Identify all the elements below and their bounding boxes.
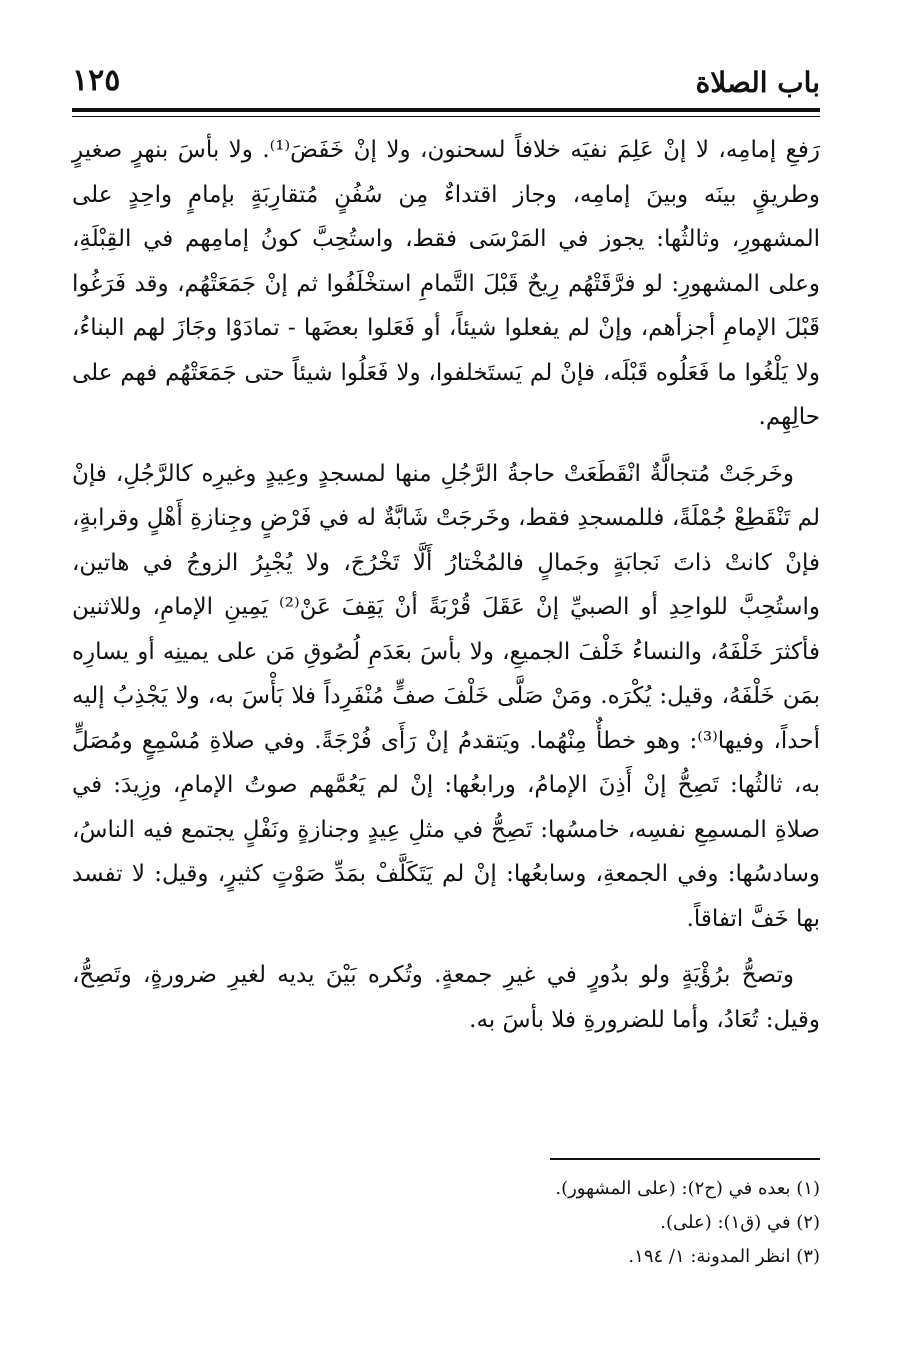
page-number: ١٢٥: [72, 63, 121, 98]
footnote: (٢) في (ق١): (على).: [660, 1212, 820, 1233]
footnote-separator: [550, 1158, 820, 1160]
footnote: (٣) انظر المدونة: ١/ ١٩٤.: [628, 1246, 820, 1267]
footnote: (١) بعده في (ح٢): (على المشهور).: [555, 1178, 820, 1199]
page-header: [72, 62, 820, 106]
paragraph: وتصحُّ برُؤْيَةٍ ولو بدُورٍ في غيرِ جمعةٍ. وتُكره بَيْنَ يديه لغيرِ ضرورةٍ، وتَصِحُّ، وقيل: تُعَادُ، وأما للضرورةِ فلا بأسَ به.: [72, 962, 820, 1033]
main-text: [72, 128, 820, 1042]
header-rule-thin: [72, 116, 820, 117]
paragraph: وخَرجَتْ مُتجالَّةٌ انْقَطَعَتْ حاجةُ الرَّجُلِ منها لمسجدٍ وعِيدٍ وغيرِه كالرَّجُلِ، فإنْ لم تَنْقَطِعْ جُمْلَةً، فللمسجدِ فقط، وخَرجَتْ شَابَّةٌ له في فَرْضٍ وجِنازةِ أَهْلٍ وقرابةٍ، فإنْ كانتْ ذاتَ نَجابَةٍ وجَمالٍ فالمُخْتارُ أَلَّا تَخْرُجَ، ولا يُجْبِرُ الزوجُ في هاتين، واستُحِبَّ للواحِدِ أو الصبيِّ إنْ عَقَلَ قُرْبَةً أنْ يَقِفَ عَنْ⁽²⁾ يَمِينِ الإمامِ، وللاثنين فأكثرَ خَلْفَهُ، والنساءُ خَلْفَ الجميعِ، ولا بأسَ بعَدَمِ لُصُوقِ مَن على يمينِه أو يسارِه بمَن خَلْفَهُ، وقيل: يُكْرَه. ومَنْ صَلَّى خَلْفَ صفٍّ مُنْفَرِداً فلا بَأْسَ به، ولا يَجْذِبُ إليه أحداً، وفيها⁽³⁾: وهو خطأٌ مِنْهُما. ويَتقدمُ إنْ رَأَى فُرْجَةً. وفي صلاةِ مُسْمِعٍ ومُصَلٍّ به، ثالثُها: تَصِحُّ إنْ أَذِنَ الإمامُ، ورابعُها: إنْ لم يَعُمَّهم صوتُ الإمامِ، وزِيدَ: في صلاةِ المسمِعِ نفسِه، خامسُها: تَصِحُّ في مثلِ عِيدٍ وجنازةٍ ونَفْلٍ يجتمع فيه الناسُ، وسادسُها: وفي الجمعةِ، وسابعُها: إنْ لم يَتَكَلَّفْ بمَدِّ صَوْتٍ كثيرٍ، وقيل: لا تفسد بها خَفَّ اتفاقاً.: [72, 460, 821, 932]
paragraph: رَفعِ إمامِه، لا إنْ عَلِمَ نفيَه خلافاً لسحنون، ولا إنْ خَفَضَ⁽¹⁾. ولا بأسَ بنهرٍ صغيرٍ وطريقٍ بينَه وبينَ إمامِه، وجاز اقتداءٌ مِن سُفُنٍ مُتقارِبَةٍ بإمامٍ واحِدٍ على المشهورِ، وثالثُها: يجوز في المَرْسَى فقط، واستُحِبَّ كونُ إمامِهم في القِبْلَةِ، وعلى المشهورِ: لو فرَّقَتْهُم رِيحٌ قَبْلَ التَّمامِ استخْلَفُوا ثم إنْ جَمَعَتْهُم، وقد فَرَغُوا قَبْلَ الإمامِ أجزأهم، وإنْ لم يفعلوا شيئاً، أو فَعَلوا بعضَها - تمادَوْا وجَازَ لهم البناءُ، ولا يَلْغُوا ما فَعَلُوه قَبْلَه، فإنْ لم يَستَخلفوا، ولا فَعَلُوا شيئاً حتى جَمَعَتْهُم فهم على حالِهِم.: [72, 137, 820, 430]
chapter-title: باب الصلاة: [695, 66, 820, 99]
footnotes: [72, 1172, 820, 1274]
header-rule-thick: [72, 108, 820, 112]
